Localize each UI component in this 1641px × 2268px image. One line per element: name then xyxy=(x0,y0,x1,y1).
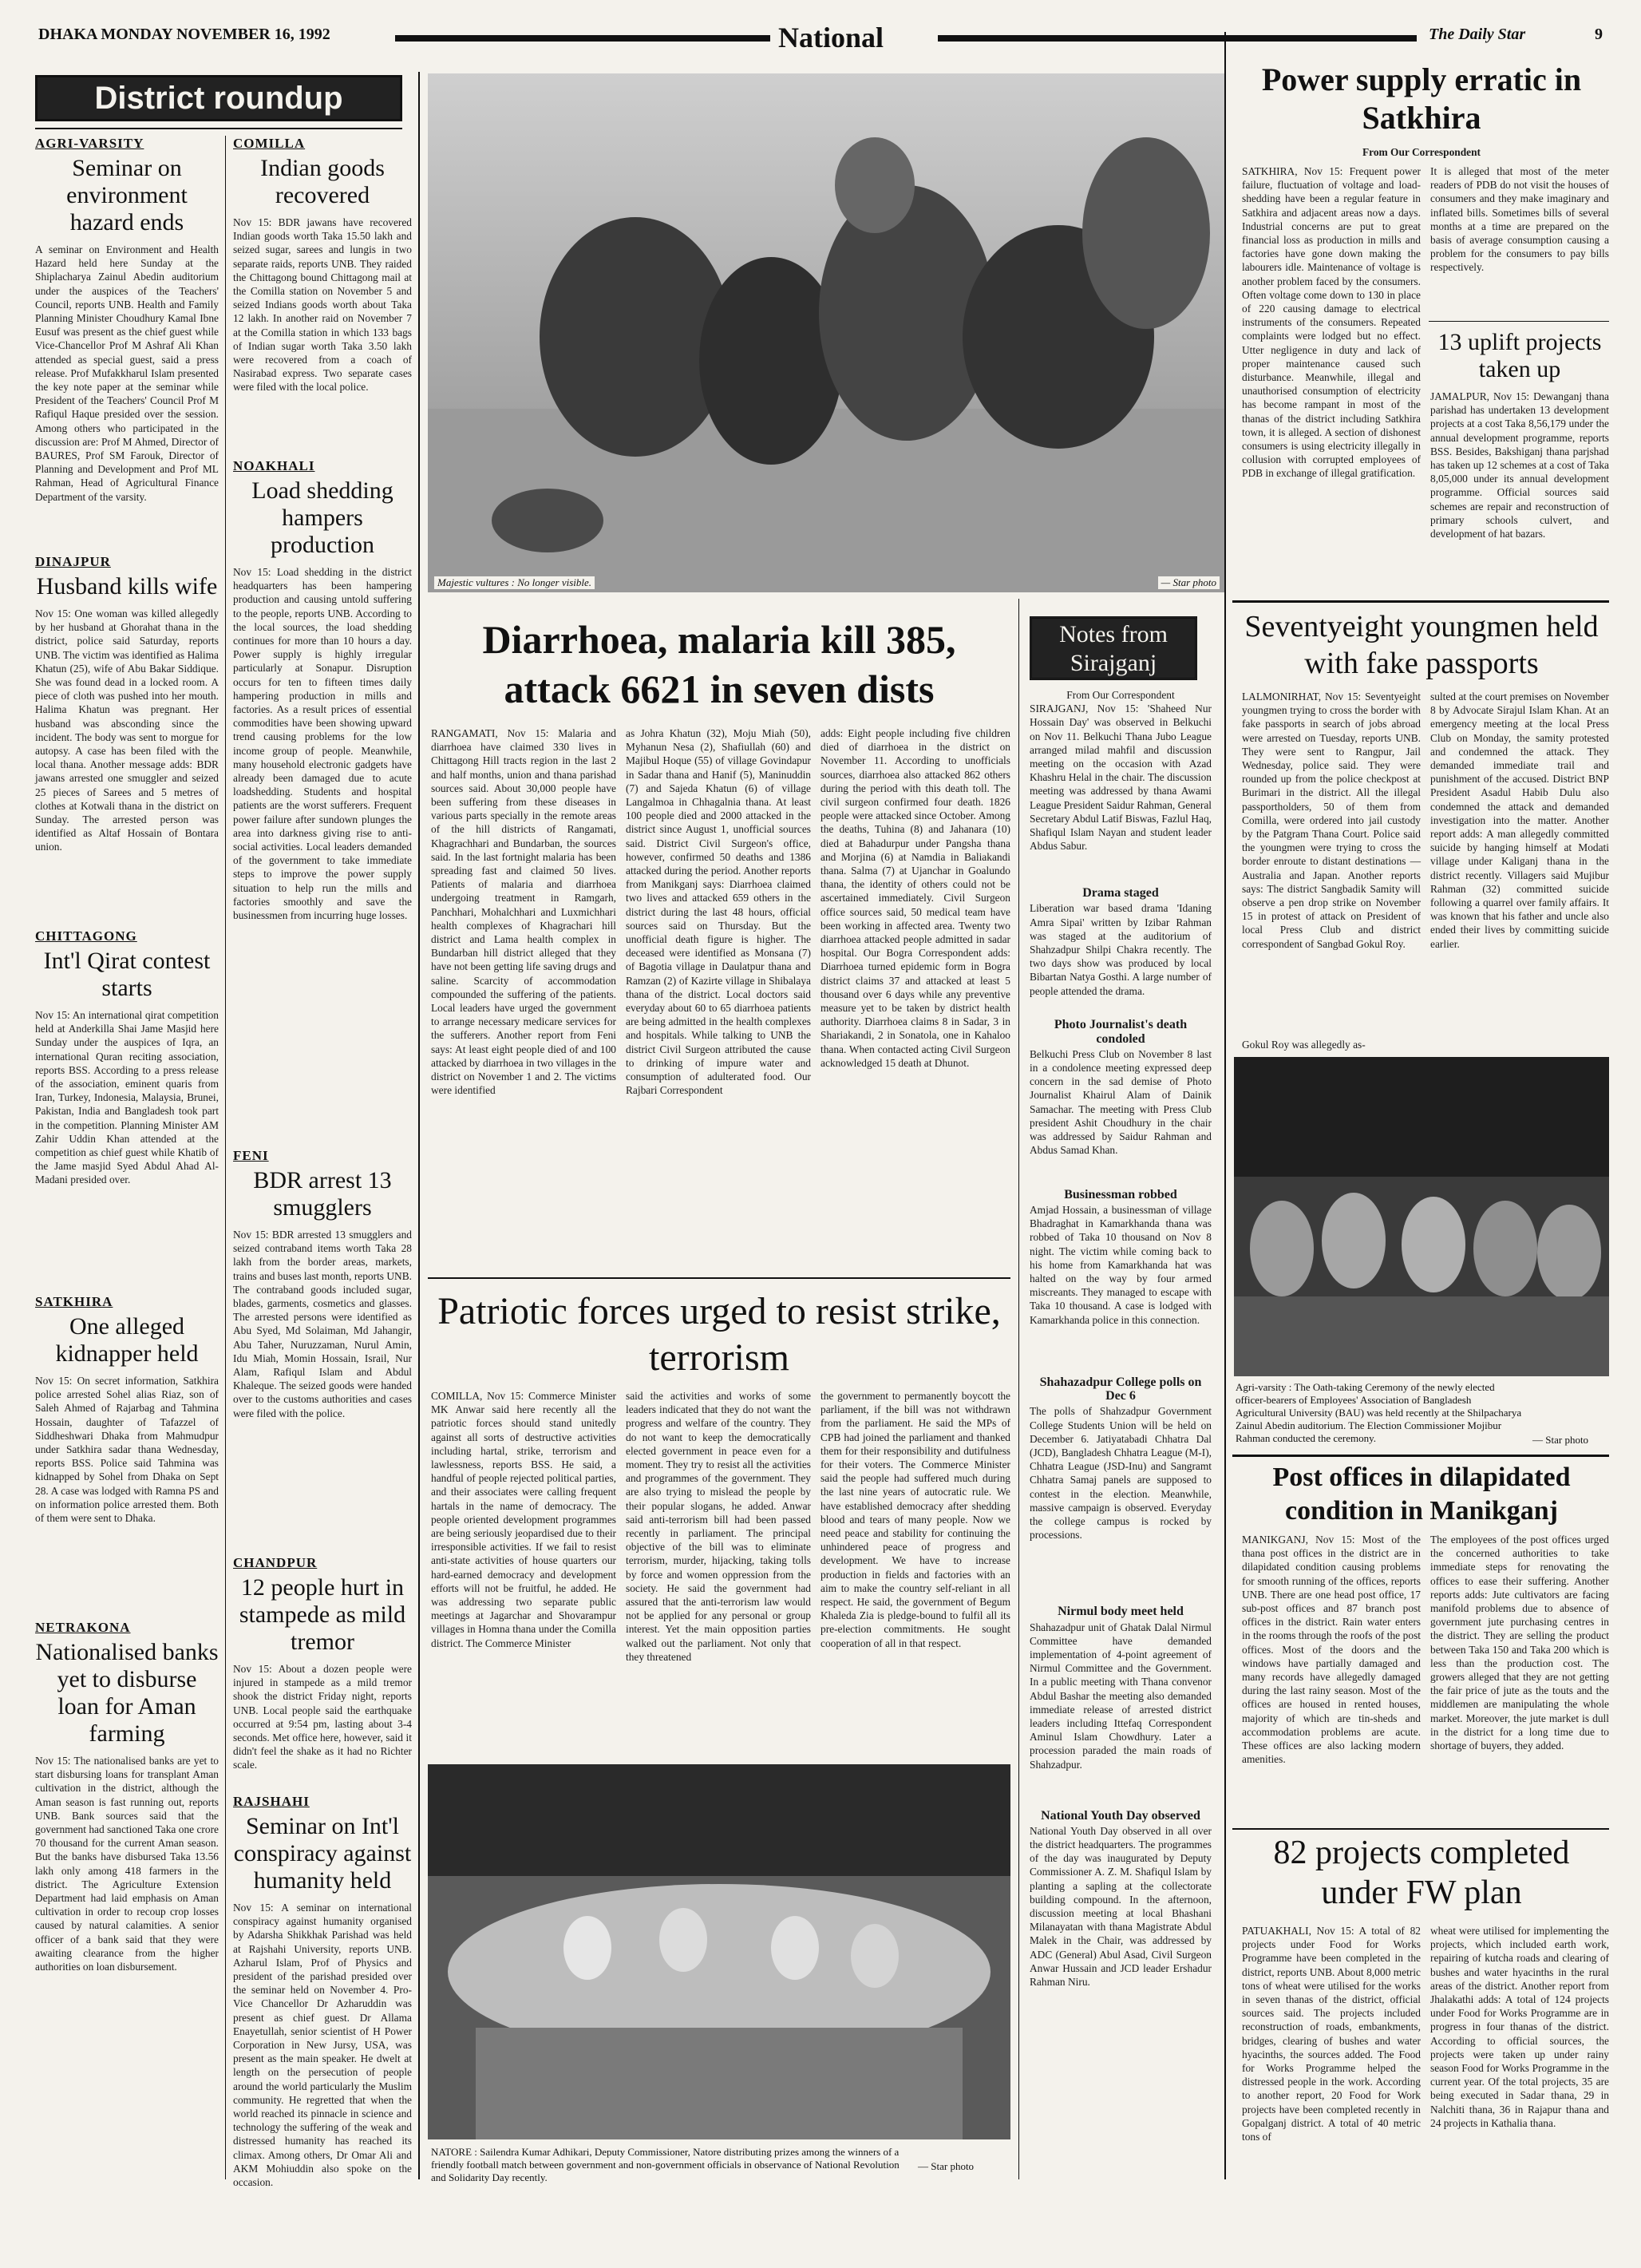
nirmul-heading: Nirmul body meet held xyxy=(1058,1605,1184,1619)
headline-agri: Seminar on environment hazard ends xyxy=(66,155,188,236)
dateline: DHAKA MONDAY NOVEMBER 16, 1992 xyxy=(38,26,330,43)
jamalpur-rule xyxy=(1429,321,1609,322)
power-col-2: It is alleged that most of the meter readers of PDB do not visit the houses of consumers and they make imaginary and inflated bills. Sometimes bills of several months at a time are prepared on the basis of average consumption causing a problem for the consumers to pay bills respectively. xyxy=(1430,165,1609,274)
story-dinajpur: Nov 15: One woman was killed allegedly by her husband at Ghorahat thana in the district, police said Saturday, reports UNB. The victim was identified as Halima Khatun (25), wife of Abu Bakar Siddique. She was found dead in a locked room. A piece of cloth was pushed into her mouth. Halima Khatun was pregnant. Her husband was absconding since the incident. The body was sent to morgue for autopsy. A case has been filed with the local thana. Another message adds: BDR jawans arrested one smuggler and seized 25 pieces of Sarees and 5 metres of clothes at Kotwali thana in the district on Sunday. The arrested person was identified as Altaf Hossain of Bontara union. xyxy=(35,608,219,853)
headline-rajshahi: Seminar on Int'l conspiracy against humanity held xyxy=(233,1813,412,1894)
kicker-comilla: COMILLA xyxy=(233,136,306,151)
diarrhoea-col-2: as Johra Khatun (32), Moju Miah (50), Myhanun Nesa (2), Shafiullah (60) and Majibul Hoque (55) of village Govindapur in Sadar thana and Hanif (5), Maninuddin (7) and Sajeda Khatun (6) of village Langalmoa in Chhagalnia thana. At least 100 people died and 2000 attacked in the district since August 1, unofficial sources said. District Civil Surgeon's office, however, confirmed 50 deaths and 1386 attacked during the period. Another reports from Manikganj says: Diarrhoea claimed two lives and attacked 659 others in the district during the last 48 hours, official sources said on Thursday. But the unofficial death figure is higher. The deceased were identified as Monsana (7) of Bagotia village in Daulatpur thana and Ramzan (2) of Kazirte village in Shibalaya thana of the district. Local doctors said everyday about 60 to 65 diarrhoea patients are being admitted in the health complexes and hospitals. While talking to UNB the district Civil Surgeon attributed the cause to drinking of impure water and consumption of adulterated food. Our Rajbari Correspondent xyxy=(626,727,811,1097)
headline-chittagong: Int'l Qirat contest starts xyxy=(43,948,211,1001)
fw-rule xyxy=(1232,1828,1609,1830)
section-name: National xyxy=(778,22,884,53)
story-chandpur: Nov 15: About a dozen people were injured in stampede as a mild tremor shook the district Friday night, reports UNB. Local people said the earthquake occurred at 9:54 pm, lasting about 3-4 seconds. Met office here, however, said it didn't feel the shake as it had no Richter scale. xyxy=(233,1663,412,1771)
sirajganj-headline: Notes from Sirajganj xyxy=(1059,621,1168,676)
oath-photo xyxy=(1234,1057,1609,1376)
diarrhoea-headline: Diarrhoea, malaria kill 385, attack 6621 in seven dists xyxy=(482,617,956,711)
college-story: The polls of Shahzadpur Government College Students Union will be held on December 6. Jatiyatabadi Chhatra Dal (JCD), Bangladesh Chhatra League (M-I), Chhatra League (JSD-Inu) and Sangramt Chhatra Samaj panels are supposed to contest in the election. Meanwhile, massive campaign is observed. Everyday the college campus is rocked by processions. xyxy=(1030,1405,1212,1542)
headline-noakhali: Load shedding hampers production xyxy=(251,477,393,558)
power-byline: From Our Correspondent xyxy=(1362,146,1481,158)
diarrhoea-col-3: adds: Eight people including five children died of diarrhoea in the district on November 11. According to unofficials sources, diarrhoea also attacked 862 others during the period with this death toll. The civil surgeon confirmed four death. 1826 people were attacked since October. Among the deaths, Tuhina (8) and Jahanara (10) died at Bahadurpur under Pangsha thana and Morjina (6) at Namdia in Baliakandi thana. Salma (7) at Ujanchar in Goalundo thana, the identity of others could not be ascertained immediately. Civil Surgeon office sources said, 50 medical team have been working in affected area. Twenty two diarrhoea attacked people admitted in sadar hospital. Our Bogra Correspondent adds: Diarrhoea turned epidemic form in Bogra district claims 37 and attacked at least 5 thousand over 6 days while any preventive measure yet to be taken by district health authority. Diarrhoea claims 8 in Sadar, 3 in Shariakandi, 2 in Sonatola, one in Kahaloo thana. When contacted acting Civil Surgeon acknowledged 15 death at Dhunot. xyxy=(820,727,1010,1069)
patriotic-col-1: COMILLA, Nov 15: Commerce Minister MK Anwar said here recently all the patriotic forces should stand unitedly against all sorts of destructive activities including hartal, strike, terrorism and lawlessness, reports BSS. He said, a handful of people rejected political parties, and their associates were calling frequent hartals in the name of democracy. The people oriented development programmes are being seriously jeopardised due to their irresponsible activities. If we fail to resist anti-state activities of house quarters our hard-earned democracy and development efforts will not be fruitful, he added. He was addressing two separate public meetings at Jagarchar and Shovarampur villages in Homna thana under the Comilla district. The Commerce Minister xyxy=(431,1390,616,1649)
lalmonirhat-rule xyxy=(1232,600,1609,603)
businessman-story: Amjad Hossain, a businessman of village Bhadraghat in Kamarkhanda thana was robbed of Taka 10 thousand on Nov 8 night. The victim while coming back to his home from Kamarkhanda hat was halted on the way by four armed miscreants. They managed to escape with Taka 10 thousand. A case is lodged with Kamarkhanda police in this connection. xyxy=(1030,1204,1212,1326)
patriotic-rule xyxy=(428,1277,1010,1279)
jamalpur-story: JAMALPUR, Nov 15: Dewanganj thana parishad has undertaken 13 development projects at a cost Taka 8,56,179 under the annual development programme, reports BSS. Besides, Bakshiganj thana parjshad has taken up 12 schemes at a cost of Taka 8,05,000 under its annual development programme. Official sources said schemes are repair and reconstruction of primary schools culvert, and development of hat bazars. xyxy=(1430,390,1609,540)
story-netrakona: Nov 15: The nationalised banks are yet to start disbursing loans for transplant Aman cultivation in the district, although the Aman season is fast running out, reports UNB. Bank sources said that the government had sanctioned Taka one crore 70 thousand for the current Aman season. But the banks have disbursed Taka 13.56 lakh only among 418 farmers in the district. The Agriculture Extension Department had laid emphasis on Aman cultivation in order to recoup crop losses caused by natural calamities. A senior officer of a bank said that they were awaiting clearance from the higher authorities on loan disbursement. xyxy=(35,1755,219,1973)
youngmen-col-1: LALMONIRHAT, Nov 15: Seventyeight youngmen trying to cross the border with fake passports in search of jobs abroad were arrested on Tuesday, reports UNB. They were sent to Rangpur, Jail Wednesday, police said. They were rounded up from the police checkpost at Burimari in the district. All the illegal passportholders, 50 of them from Comilla, were ordered into jail custody by the Patgram Thana Court. Police said the youngmen were trying to cross the border enroute to distant destinations — Australia and Japan. Another reports says: The district Sangbadik Samity will observe a pen drop strike on November 15 in protest of attack on President of local Press Club and district correspondent of Sangbad Gokul Roy. xyxy=(1242,691,1421,950)
power-col-1: SATKHIRA, Nov 15: Frequent power failure, fluctuation of voltage and load-shedding have been a regular feature in Satkhira and adjacent areas now a days. Industrial concerns are put to great financial loss as production in mills and factories have gone down making the labourers idle. Maintenance of voltage is another problem faced by the consumers. Often voltage come down to 130 in place of 220 causing damage to electrical instruments of the consumers. Repeated complaints were lodged but no effect. Utter negligence in duty and lack of proper maintenance caused such disturbance. Meanwhile, illegal and unauthorised consumption of electricity has become rampant in most of the thanas of the district including Satkhira town, it is alleged. A section of dishonest consumers is using electricity illegally in collusion with corrupted employees of PDB in exchange of illegal gratification. xyxy=(1242,165,1421,480)
paper-name: The Daily Star xyxy=(1429,26,1526,43)
natore-image xyxy=(428,1764,1010,2139)
headline-netrakona: Nationalised banks yet to disburse loan for Aman farming xyxy=(35,1639,219,1747)
col-divider-1 xyxy=(225,136,226,2179)
patriotic-headline: Patriotic forces urged to resist strike, terrorism xyxy=(437,1290,1001,1379)
kicker-rajshahi: RAJSHAHI xyxy=(233,1794,310,1809)
youth-story: National Youth Day observed in all over the district headquarters. The programmes of the day was inaugurated by Deputy Commissioner A. Z. M. Shafiqul Islam by planting a sapling at the collectorate building compound. In the afternoon, discussion meeting at local Bhashani Milanayatan with thana Magistrate Abdul Malek in the Chair, was addressed by ADC (General) Abul Asad, Civil Surgeon Anwar Hussain and JCD leader Ershadur Rahman Niru. xyxy=(1030,1824,1212,1989)
oath-image xyxy=(1234,1057,1609,1376)
story-feni: Nov 15: BDR arrested 13 smugglers and seized contraband items worth Taka 28 lakh from the border areas, markets, trains and buses last month, reports UNB. The contraband goods included sugar, blades, garments, cosmetics and glasses. The arrested persons were identified as Abu Syed, Md Solaiman, Md Jahangir, Abu Taher, Nuruzzaman, Nurul Amin, Idu Miah, Momin Hossain, Israil, Nur Alam, Rafiqul Islam and Abdul Khaleque. The seized goods were handed over to the customs authorities and cases were filed with the police. xyxy=(233,1229,412,1419)
headline-chandpur: 12 people hurt in stampede as mild tremor xyxy=(239,1574,406,1655)
story-chittagong: Nov 15: An international qirat competition held at Anderkilla Shai Jame Masjid here Sunday under the auspices of Iqra, an international Quran reciting association, reports BSS. According to a press release of the association, eminent quaris from Iran, Turkey, Indonesia, Malaysia, Brunei, Pakistan, India and Bangladesh took part in the competition. Planning Minister AM Zahir Uddin Khan attended at the competition as chief guest while Khatib of the Jame masjid Syed Abdul Ahad Al-Madani presided over. xyxy=(35,1009,219,1186)
drama-heading: Drama staged xyxy=(1082,886,1159,900)
masthead xyxy=(32,21,1609,53)
postoffice-col-1: MANIKGANJ, Nov 15: Most of the thana post offices in the district are in dilapidated condition causing problems for smooth running of the offices, reports UNB. There are one head post office, 17 sub-post offices and 87 branch post offices in the district. Rain water enters in the rooms through the roofs of the post offices. Most of the doors and the windows have partially damaged and many records have allegedly damaged during the last rainy season. Most of the offices are housed in rented houses, majority of which are tin-sheds and accommodation problems are acute. These offices are also lacking modern amenities. xyxy=(1242,1534,1421,1766)
story-satkhira: Nov 15: On secret information, Satkhira police arrested Sohel alias Riaz, son of Saleh Ahmed of Rajarbag and Tahmina Hossain, daughter of Tafazzel of Siddheshwari Dhaka from Mahmudpur under Satkhira sadar thana Wednesday, reports BSS. Police said Tahmina was kidnapped by Sohel from Dhaka on Sept 28. A case was lodged with Ramna PS and on information police arrested them. Both of them were sent to Dhaka. xyxy=(35,1375,219,1525)
kicker-chandpur: CHANDPUR xyxy=(233,1555,318,1570)
vultures-credit: — Star photo xyxy=(1158,576,1220,589)
nirmul-story: Shahazadpur unit of Ghatak Dalal Nirmul Committee have demanded implementation of 4-point agreement of Nirmul Committee and the Government. In a public meeting with Thana convenor Abdul Bashar the meeting also demanded immediate release of arrested district leaders including Ittefaq Correspondent Aminul Islam Chowdhury. Later a procession paraded the main roads of Shahzadpur. xyxy=(1030,1621,1212,1771)
section-rule-right xyxy=(938,35,1417,42)
kicker-satkhira: SATKHIRA xyxy=(35,1294,113,1309)
youngmen-col-2: sulted at the court premises on November 8 by Advocate Sirajul Islam Khan. At an emergency meeting at the local Press Club on Monday, the samity protested and condemned the attack. They demanded immediate trail and punishment of the accused. District BNP President Asadul Habib Dulu also condemned the attack and demanded investigation into the matter. Another report adds: A man allegedly committed suicide by hanging himself at Modati village under Kaliganj thana in the district recently. Villagers said Mujibur Rahman (32) committed suicide following a quarrel over family affairs. It was known that his father and uncle also ended their lives by committing suicide earlier. xyxy=(1430,691,1609,950)
patriotic-col-2: said the activities and works of some leaders indicated that they do not want the progress and welfare of the country. They do not want to keep the democratically elected government in peace even for a moment. They try to resist all the activities and programmes of the government. They are also trying to mislead the people by their popular slogans, he added. Anwar said anti-terrorism bill had been passed recently in parliament. The principal objective of the bill was to eliminate terrorism, murder, hijacking, taking tolls by force and women oppression from the society. He said the government had assured that the anti-terrorism law would not be applied for any personal or group interest. Yet the main opposition parties walked out the parliament. Not only that they threatened xyxy=(626,1390,811,1663)
vultures-photo xyxy=(428,73,1226,592)
sirajganj-column xyxy=(1030,688,1212,2181)
roundup-banner xyxy=(35,75,402,121)
patriotic-col-3: the government to permanently boycott the parliament, if the bill was not withdrawn from the parliament. He said the MPs of CPB had joined the parliament and thanked them for their responsibility and dutifulness for their voters. The Commerce Minister said the people had suffered much during the last nine years of autocratic rule. We have established democracy after shedding blood and tears of many people. Now we need peace and stability for continuing the unhindered peace of progress and development. We have to increase production in fields and factories with an aim to make the country self-reliant in all respect. He said, the government of Begum Khaleda Zia is pledge-bound to fulfil all its pre-election commitments. He sought cooperation of all in that respect. xyxy=(820,1390,1010,1649)
sirajganj-byline: From Our Correspondent xyxy=(1066,689,1175,701)
page-number: 9 xyxy=(1595,26,1603,43)
kicker-noakhali: NOAKHALI xyxy=(233,458,315,473)
headline-dinajpur: Husband kills wife xyxy=(36,573,218,600)
power-headline: Power supply erratic in Satkhira xyxy=(1261,61,1582,136)
roundup-banner-text: District roundup xyxy=(94,81,343,116)
manikganj-rule xyxy=(1232,1455,1609,1457)
kicker-dinajpur: DINAJPUR xyxy=(35,554,111,569)
vultures-caption: Majestic vultures : No longer visible. xyxy=(434,576,595,589)
postoffice-col-2: The employees of the post offices urged the concerned authorities to take immediate steps for renovating the offices to ease their suffering. Another reports adds: Jute cultivators are facing manifold problems due to absence of government jute purchasing centres in the district. They are selling the product between Taka 150 and Taka 200 which is less than the production cost. The growers alleged that they are not getting the fair price of jute as the touts and the middlemen are manipulating the whole market. Moreover, the jute market is dull in the district for a long time due to shortage of buyers, they added. xyxy=(1430,1534,1609,1752)
col-divider-4 xyxy=(1224,32,1226,2179)
roundup-rule xyxy=(35,128,402,129)
fw-col-2: wheat were utilised for implementing the projects, which included earth work, repairing of kutcha roads and clearing of bushes and water hyacinths in the rural areas of the district. Another report from Jhalakathi adds: A total of 124 projects under Food for Works Programme are in progress in four thanas of the district. According to official sources, the projects were taken up under rainy season Food for Works Programme in the current year. Of the total projects, 35 are being executed in Sadar thana, 29 in Nalchiti thana, 36 in Rajapur thana and 24 projects in Kathalia thana. xyxy=(1430,1925,1609,2129)
story-noakhali: Nov 15: Load shedding in the district headquarters has been hampering production and causing untold suffering to the people, reports UNB. According to the local sources, the load shedding continues for more than 10 hours a day. Power supply is highly irregular particularly at Sonapur. Disruption occurs for ten to fifteen times daily hampering production in mills and factories. As a result prices of essential commodities have been showing upward trend causing problems for the low income group of people. Meanwhile, many household electronic gadgets have already been damaged due to acute loadshedding. Students and hospital patients are the worst sufferers. Frequent power failure after sundown plunges the area into darkness giving rise to anti-social activities. Local leaders demanded of the government to take immediate steps to improve the power supply situation to help run the mills and factories smoothly and save the businessmen from incurring huge losses. xyxy=(233,566,412,922)
businessman-heading: Businessman robbed xyxy=(1064,1187,1177,1201)
headline-comilla: Indian goods recovered xyxy=(260,155,385,208)
oath-credit: — Star photo xyxy=(1532,1434,1589,1446)
jamalpur-headline: 13 uplift projects taken up xyxy=(1437,329,1602,382)
headline-satkhira: One alleged kidnapper held xyxy=(55,1313,199,1367)
story-agri: A seminar on Environment and Health Hazard held here Sunday at the Shiplacharya Zainul Abedin auditorium under the auspices of the Teachers' Council, reports UNB. Health and Family Planning Minister Choudhury Kamal Ibne Eusuf was present as the chief guest while Vice-Chancellor Prof M Ashraf Ali Khan attended as special guest, said a press release. Prof Mufakkharul Islam presented the key note paper at the seminar while President of the Teachers' Council Prof M Rafiqul Haque presided over the session. Among others who participated in the discussion are: Prof M Ahmed, Director of BAURES, Prof SM Farouk, Director of Planning and Development and Prof ML Rahman, Head of Agricultural Finance Department of the varsity. xyxy=(35,243,219,503)
col-divider-2 xyxy=(418,72,420,2179)
roundup-col-2 xyxy=(233,136,412,2189)
sirajganj-headline-box xyxy=(1030,616,1197,680)
youngmen-headline: Seventyeight youngmen held with fake passports xyxy=(1244,610,1599,680)
photojournalist-heading: Photo Journalist's death condoled xyxy=(1054,1018,1188,1046)
sirajganj-story: SIRAJGANJ, Nov 15: 'Shaheed Nur Hossain Day' was observed in Belkuchi on Nov 11. Belkuchi Thana Jubo League arranged milad mahfil and discussion meeting on the occasion with Azad Khashru Helal in the chair. The discussion meeting was addressed by thana Awami League President Saidur Rahman, General Secretary Abdul Latif Biswas, Fazlul Haq, Shafiqul Islam Nayan and student leader Abdus Sabur. xyxy=(1030,703,1212,853)
col-divider-3 xyxy=(1018,599,1019,2179)
headline-feni: BDR arrest 13 smugglers xyxy=(253,1167,392,1221)
kicker-netrakona: NETRAKONA xyxy=(35,1620,131,1635)
kicker-agri: AGRI-VARSITY xyxy=(35,136,144,151)
youngmen-continuation: Gokul Roy was allegedly as- xyxy=(1242,1039,1366,1051)
college-heading: Shahazadpur College polls on Dec 6 xyxy=(1039,1375,1202,1403)
photojournalist-story: Belkuchi Press Club on November 8 last in a condolence meeting expressed deep concern in the sad demise of Photo Journalist Khairul Alam of Dainik Samachar. The meeting with Press Club president Ashit Choudhury in the chair was addressed by Saidur Rahman and Abdus Samad Khan. xyxy=(1030,1047,1212,1157)
natore-caption: NATORE : Sailendra Kumar Adhikari, Deputy Commissioner, Natore distributing prizes among the winners of a friendly football match between government and non-government officials in observance of National Revolution and Solidarity Day recently. xyxy=(431,2146,900,2183)
kicker-feni: FENI xyxy=(233,1148,269,1163)
story-rajshahi: Nov 15: A seminar on international conspiracy against humanity organised by Adarsha Shikkhak Parishad was held at Rajshahi University, reports UNB. Azharul Islam, Prof of Physics and president of the parishad presided over the seminar held on November 4. Pro-Vice Chancellor Dr Azharuddin was present as chief guest. Dr Allama Enayetullah, senior scientist of H Power Corporation in New Jursy, USA, was present as the main speaker. He dwelt at length on the persecution of people around the world particularly the Muslim community. He regretted that when the world reached its pinnacle in science and technology the suffering of the weak and distressed humanity has reached its climax. Among others, Dr Omar Ali and AKM Mohiuddin also spoke on the occasion. xyxy=(233,1902,412,2189)
natore-photo xyxy=(428,1764,1010,2139)
roundup-col-1 xyxy=(35,136,219,2179)
postoffice-headline: Post offices in dilapidated condition in Manikganj xyxy=(1272,1463,1571,1526)
youth-heading: National Youth Day observed xyxy=(1041,1808,1200,1823)
kicker-chittagong: CHITTAGONG xyxy=(35,928,137,944)
fw-headline: 82 projects completed under FW plan xyxy=(1273,1835,1570,1911)
story-comilla: Nov 15: BDR jawans have recovered Indian goods worth Taka 15.50 lakh and seized sugar, sarees and lungis in two separate raids, reports UNB. They raided the Chittagong bound Chittagong mail at the Comilla station on November 5 and seized Indians goods worth about Taka 12 lakh. In another raid on November 7 at the Comilla station in which 133 bags of Indian sugar worth Taka 3.50 lakh were recovered from a coach of Nasirabad express. Two separate cases were filed with the local police. xyxy=(233,216,412,394)
vultures-image xyxy=(428,73,1226,592)
drama-story: Liberation war based drama 'Idaning Amra Sipai' written by Izibar Rahman was staged at the auditorium of Shahzadpur Shilpi Chakra recently. The two days show was produced by local Bibartan Natya Gosthi. A large number of people attended the drama. xyxy=(1030,902,1212,997)
diarrhoea-col-1: RANGAMATI, Nov 15: Malaria and diarrhoea have claimed 330 lives in Chittagong Hill tracts region in the last 2 and half months, union and thana parishad sources said. About 30,000 people have been suffering from these diseases in various parts specially in the remote areas of the hill districts of Rangamati, Khagrachhari and Bundarban, the sources said. In the last fortnight malaria has been spreading fast and claimed 50 lives. Patients of malaria and diarrhoea undergoing treatment in Ramgarh, Panchhari, Mohalchhari and Luxmichhari health complexes of Khagrachari hill district and Lama health complex in Bundarban hill district alleged that they have not been getting life saving drugs and saline. Scarcity of accommodation compounded the suffering of the patients. Local leaders have urged the government to arrange necessary medicare services for the sufferers. Another report from Feni says: At least eight people died of and 100 attacked by diarrhoea in two villages in the district on November 1 and 2. The victims were identified xyxy=(431,727,616,1097)
fw-col-1: PATUAKHALI, Nov 15: A total of 82 projects under Food for Works Programme have been completed in the district, reports UNB. About 8,000 metric tons of wheat were utilised for the works in seven thanas of the district, official sources said. The projects included reconstruction of roads, embankments, bridges, clearing of bushes and water hyacinths, the sources added. The Food for Works Programme helped the distressed people in the work. According to another report, 20 Food for Work projects have been completed recently in Gopalganj district. A total of 40 metric tons of xyxy=(1242,1925,1421,2143)
section-rule-left xyxy=(395,35,770,42)
oath-caption: Agri-varsity : The Oath-taking Ceremony of the newly elected officer-bearers of Employees' Association of Bangladesh Agricultural University (BAU) was held recently at the Shilpacharya Zainul Abedin auditorium. The Election Commissioner Mojibur Rahman conducted the ceremony. xyxy=(1236,1381,1522,1444)
natore-credit: — Star photo xyxy=(918,2160,975,2172)
